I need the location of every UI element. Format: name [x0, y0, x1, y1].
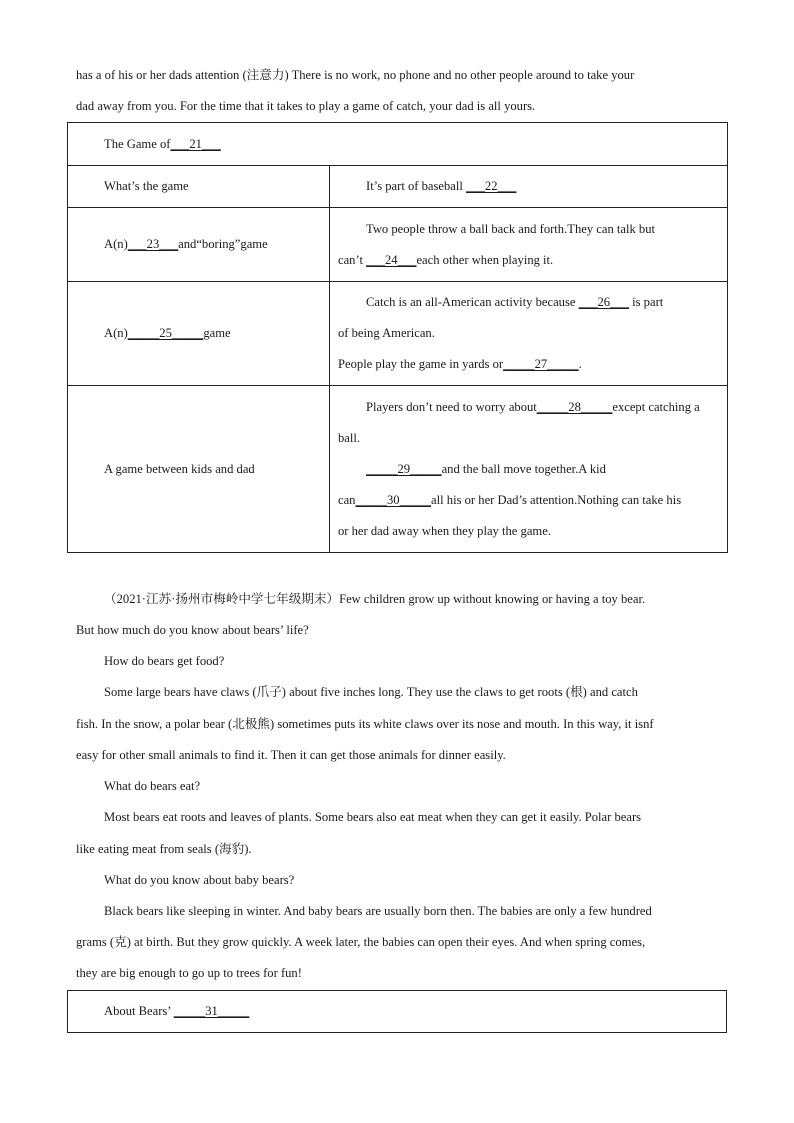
bears-table-header-row	[68, 991, 727, 1033]
blank-23[interactable]: ___23___	[127, 237, 179, 251]
passage2-question-2: What do bears eat?	[104, 779, 201, 793]
row4-right: Players don’t need to worry about_____28_____except catching a ball. _____29_____and the ball move together.A kid can_____30_____all his or her Dad’s attention.Nothing can take his or her dad away when they play the game.	[330, 386, 728, 553]
blank-28[interactable]: _____28_____	[536, 399, 613, 414]
blank-26[interactable]: ___26___	[578, 295, 629, 309]
passage2-p3-line1: Most bears eat roots and leaves of plants. Some bears also eat meat when they can get it easily. Polar bears	[104, 810, 642, 824]
passage2-question-3: What do you know about baby bears?	[104, 873, 295, 887]
game-table-header: The Game of___21___	[68, 123, 728, 166]
blank-29[interactable]: _____29_____	[366, 461, 442, 476]
passage2-p4-line2: grams (克) at birth. But they grow quickly. A week later, the babies can open their eyes. And when spring comes,	[76, 935, 646, 949]
passage2-p4-line3: they are big enough to go up to trees for fun!	[76, 966, 302, 980]
intro-line-2: dad away from you. For the time that it takes to play a game of catch, your dad is all yours.	[76, 99, 536, 113]
game-table	[67, 122, 728, 553]
row2-left: A(n)___23___and“boring”game	[68, 208, 330, 282]
passage2-p2-line1: Some large bears have claws (爪子) about five inches long. They use the claws to get roots (根) and catch	[104, 685, 638, 699]
intro-line-1: has a of his or her dads attention (注意力) There is no work, no phone and no other people around to take your	[76, 68, 635, 82]
bears-table-header: About Bears’ _____31_____	[68, 991, 727, 1033]
row2-right: Two people throw a ball back and forth.They can talk but can’t ___24___each other when playing it.	[330, 208, 728, 282]
passage2-p3-line2: like eating meat from seals (海豹).	[76, 842, 252, 856]
game-table-header-row	[68, 123, 728, 166]
passage2-p1-line1: （2021·江苏·扬州市梅岭中学七年级期末）Few children grow up without knowing or having a toy bear.	[104, 592, 646, 606]
blank-31[interactable]: _____31_____	[173, 1004, 250, 1018]
blank-24[interactable]: ___24___	[366, 252, 417, 267]
row4-left: A game between kids and dad	[68, 386, 330, 553]
table-row	[68, 386, 728, 553]
bears-table	[67, 990, 727, 1033]
blank-21[interactable]: ___21___	[170, 136, 221, 151]
row1-left: What’s the game	[68, 166, 330, 208]
passage2-p2-line3: easy for other small animals to find it. Then it can get those animals for dinner easily.	[76, 748, 506, 762]
table-row	[68, 282, 728, 386]
table-row	[68, 166, 728, 208]
blank-25[interactable]: _____25_____	[127, 326, 204, 340]
passage2-p2-line2: fish. In the snow, a polar bear (北极熊) sometimes puts its white claws over its nose and mouth. In this way, it isnf	[76, 717, 654, 731]
table-row	[68, 208, 728, 282]
row3-left: A(n)_____25_____game	[68, 282, 330, 386]
row1-right: It’s part of baseball ___22___	[330, 166, 728, 208]
passage2-question-1: How do bears get food?	[104, 654, 225, 668]
row3-right: Catch is an all-American activity because ___26___ is part of being American. People play the game in yards or_____27_____.	[330, 282, 728, 386]
passage2-p4-line1: Black bears like sleeping in winter. And baby bears are usually born then. The babies are only a few hundred	[104, 904, 652, 918]
blank-22[interactable]: ___22___	[466, 179, 517, 193]
blank-27[interactable]: _____27_____	[503, 357, 579, 371]
blank-30[interactable]: _____30_____	[355, 492, 432, 507]
passage2-p1-line2: But how much do you know about bears’ life?	[76, 623, 309, 637]
